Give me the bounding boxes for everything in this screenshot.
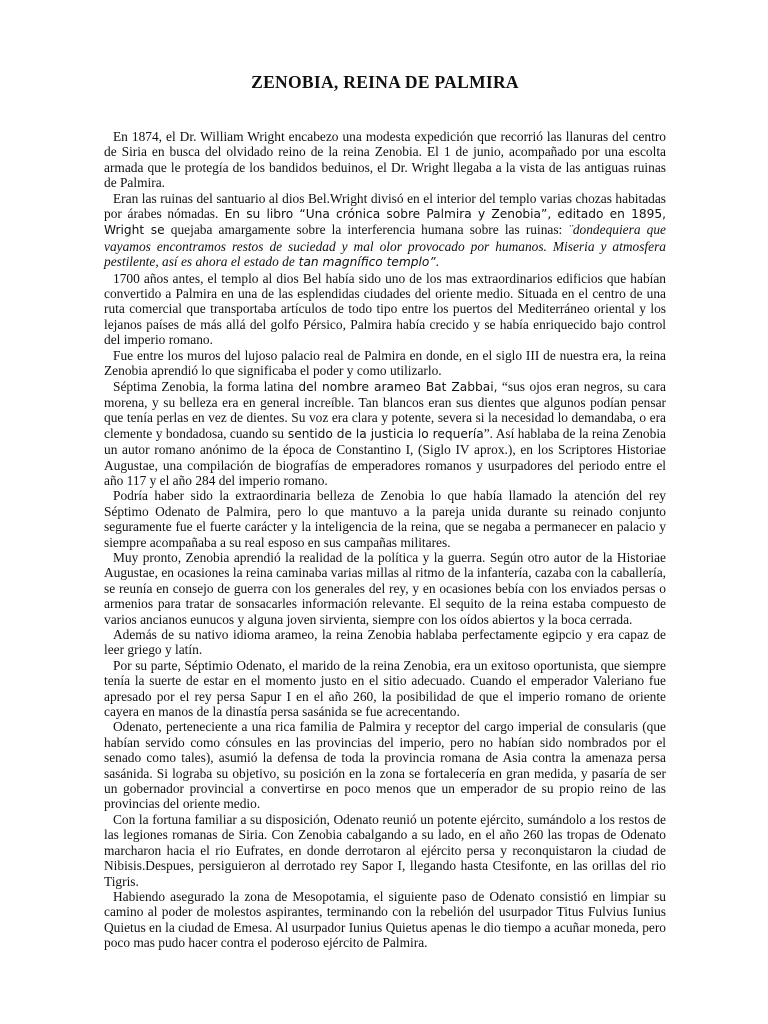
- paragraph-5-intro: Séptima Zenobia, la forma latina: [113, 378, 294, 394]
- paragraph-4: Fue entre los muros del lujoso palacio real de Palmira en donde, en el siglo III de nuestra era, la reina Zenobia aprendió lo que significaba el poder y como utilizarlo.: [104, 347, 666, 379]
- paragraph-2-quote: ¨dondequiera que vayamos encontramos restos de suciedad y mal olor provocado por humanos. Miseria y atmosfera pestilente, así es ahora el estado de: [104, 222, 666, 270]
- paragraph-8: Además de su nativo idioma arameo, la reina Zenobia hablaba perfectamente egipcio y era capaz de leer griego y latín.: [104, 627, 666, 658]
- paragraph-10: Odenato, perteneciente a una rica familia de Palmira y receptor del cargo imperial de consularis (que habían servido como cónsules en las provincias del imperio, pero no habían sido nombrados por el senado como tales), asumió la defensa de toda la provincia romana de Asia contra la amenaza persa sasánida. Si lograba su objetivo, su posición en la zona se fortalecería en gran medida, y pasaría de ser un gobernador provincial a convertirse en poco menos que un emperador de su propio reino de las provincias del oriente medio.: [104, 719, 666, 812]
- paragraph-2: [104, 191, 666, 271]
- paragraph-2-complaint: quejaba amargamente sobre la interferencia humana sobre las ruinas:: [164, 222, 569, 238]
- paragraph-11: Con la fortuna familiar a su disposición, Odenato reunió un potente ejército, sumándolo a los restos de las legiones romanas de Siria. Con Zenobia cabalgando a su lado, en el año 260 las tropas de Odenato marcharon hacia el rio Eufrates, en donde derrotaron al ejército persa y reconquistaron la ciudad de Nibisis.Despues, persiguieron al derrotado rey Sapor I, llegando hasta Ctesifonte, en las orillas del rio Tigris.: [104, 811, 666, 889]
- paragraph-5-source: ”. Así hablaba de la reina Zenobia un autor romano anónimo de la época de Constantino I, (Siglo IV aprox.), en los Scriptores Historiae Augustae, una compilación de biografías de emperadores romanos y usurpadores del periodo entre el año 117 y el año 284 del imperio romano.: [104, 425, 666, 488]
- paragraph-3: 1700 años antes, el templo al dios Bel había sido uno de los mas extraordinarios edificios que habían convertido a Palmira en una de las esplendidas ciudades del oriente medio. Situada en el centro de una ruta comercial que transportaba artículos de todo tipo entre los puertos del Mediterráneo oriental y los lejanos países de más allá del golfo Pérsico, Palmira había crecido y se había enriquecido bajo control del imperio romano.: [104, 270, 666, 348]
- paragraph-1: En 1874, el Dr. William Wright encabezo una modesta expedición que recorrió las llanuras del centro de Siria en busca del olvidado reino de la reina Zenobia. El 1 de junio, acompañado por una escolta armada que le protegía de los bandidos beduinos, el Dr. Wright llegaba a la vista de las antiguas ruinas de Palmira.: [104, 129, 666, 191]
- document-title: ZENOBIA, REINA DE PALMIRA: [251, 72, 519, 92]
- paragraph-2-book-reference: En su libro “Una crónica sobre Palmira y Zenobia”, editado en 1895, Wright se: [104, 207, 666, 238]
- paragraph-5-justice: sentido de la justicia lo requería: [283, 426, 484, 441]
- paragraph-12: Habiendo asegurado la zona de Mesopotamia, el siguiente paso de Odenato consistió en limpiar su camino al poder de molestos aspirantes, terminando con la rebelión del usurpador Titus Fulvius Iunius Quietus en la ciudad de Emesa. Al usurpador Iunius Quietus apenas le dio tiempo a acuñar moneda, pero poco mas pudo hacer contra el poderoso ejército de Palmira.: [104, 888, 666, 951]
- paragraph-2-intro: Eran las ruinas del santuario al dios Bel.Wright divisó en el interior del templo varias chozas habitadas por árabes nómadas.: [104, 190, 666, 222]
- paragraph-6: Podría haber sido la extraordinaria belleza de Zenobia lo que había llamado la atención del rey Séptimo Odenato de Palmira, pero lo que mantuvo a la pareja unida durante su reinado conjunto seguramente fue el fuerte carácter y la inteligencia de la reina, que se negaba a permanecer en palacio y siempre acompañaba a su real esposo en sus campañas militares.: [104, 488, 666, 550]
- paragraph-7: Muy pronto, Zenobia aprendió la realidad de la política y la guerra. Según otro autor de la Historiae Augustae, en ocasiones la reina caminaba varias millas al ritmo de la infantería, cazaba con la caballería, se reunía en consejo de guerra con los generales del rey, y en ocasiones bebía con los enviados persas o armenios para tratar de sonsacarles información relevante. El sequito de la reina estaba compuesto de varios ancianos eunucos y alguna joven sirvienta, siempre con los oídos abiertos y la boca cerrada.: [104, 549, 666, 627]
- document-page: [104, 64, 666, 951]
- paragraph-5-description: “sus ojos eran negros, su cara morena, y su belleza era en general increíble. Tan blancos eran sus dientes que algunos podían pensar que tenía perlas en vez de dientes. Su voz era clara y potente, severa si la necesidad lo demandaba, o era clemente y bondadosa, cuando su: [104, 378, 666, 441]
- paragraph-2-quote-end: tan magnífico templo”: [294, 255, 436, 270]
- paragraph-5: [104, 379, 666, 489]
- paragraph-2-period: .: [435, 254, 440, 270]
- paragraph-5-aramaic-name: del nombre arameo Bat Zabbai,: [293, 379, 498, 394]
- paragraph-9: Por su parte, Séptimio Odenato, el marido de la reina Zenobia, era un exitoso oportunista, que siempre tenía la suerte de estar en el momento justo en el sitio adecuado. Cuando el emperador Valeriano fue apresado por el rey persa Sapur I en el año 260, la posibilidad de que el imperio romano de oriente cayera en manos de la dinastía persa sasánida se fue acrecentando.: [104, 657, 666, 720]
